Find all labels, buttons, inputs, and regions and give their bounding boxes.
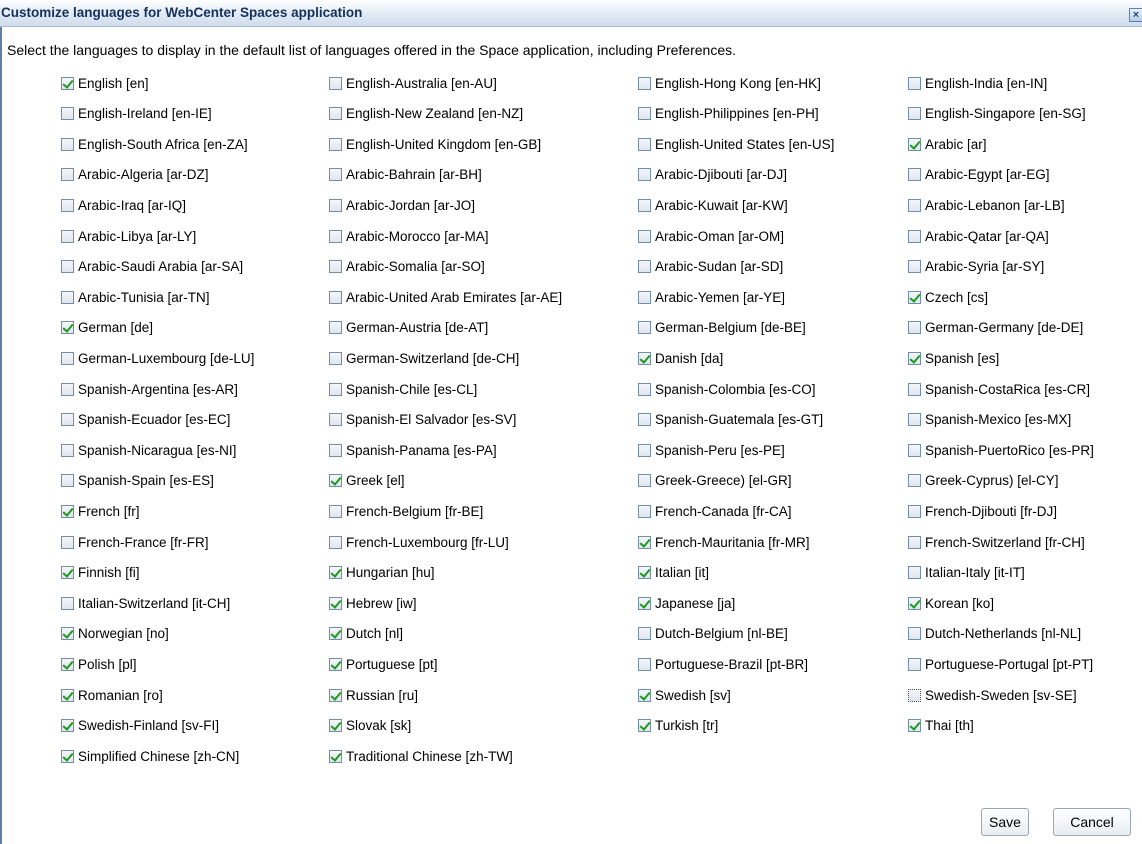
checkbox-checked[interactable]	[329, 566, 342, 579]
language-option[interactable]	[61, 165, 209, 185]
checkbox-unchecked[interactable]	[638, 627, 651, 640]
instructions-text: Select the languages to display in the default list of languages offered in the Space application, including Preferences.	[7, 42, 737, 58]
language-label: Dutch-Netherlands [nl-NL]	[925, 626, 1082, 642]
language-option[interactable]	[61, 716, 219, 736]
checkbox-checked[interactable]	[908, 597, 921, 610]
language-option[interactable]	[61, 563, 140, 583]
language-label: Arabic-Lebanon [ar-LB]	[925, 197, 1065, 213]
language-option[interactable]	[908, 532, 1085, 552]
language-option[interactable]	[908, 104, 1086, 124]
checkbox-checked[interactable]	[61, 566, 74, 579]
language-label: Greek-Cyprus) [el-CY]	[925, 473, 1059, 489]
language-option[interactable]	[329, 318, 488, 338]
language-label: Arabic-Bahrain [ar-BH]	[346, 167, 482, 183]
language-label: French-Mauritania [fr-MR]	[655, 534, 810, 550]
language-option[interactable]	[908, 348, 999, 368]
checkbox-unchecked[interactable]	[329, 199, 342, 212]
checkbox-checked[interactable]	[61, 750, 74, 763]
language-option[interactable]	[329, 287, 562, 307]
checkbox-unchecked[interactable]	[638, 474, 651, 487]
language-label: English-Australia [en-AU]	[346, 75, 497, 91]
language-option[interactable]	[329, 593, 417, 613]
checkbox-unchecked[interactable]	[638, 230, 651, 243]
language-label: Arabic-Qatar [ar-QA]	[925, 228, 1049, 244]
language-label: Spanish-CostaRica [es-CR]	[925, 381, 1091, 397]
language-label: Arabic-Saudi Arabia [ar-SA]	[78, 259, 244, 275]
checkbox-unchecked[interactable]	[61, 597, 74, 610]
checkbox-unchecked[interactable]	[329, 383, 342, 396]
language-option[interactable]	[61, 440, 236, 460]
checkbox-unchecked[interactable]	[908, 77, 921, 90]
language-label: Spanish-Chile [es-CL]	[346, 381, 478, 397]
checkbox-unchecked[interactable]	[61, 413, 74, 426]
checkbox-unchecked[interactable]	[61, 444, 74, 457]
language-option[interactable]	[638, 104, 819, 124]
language-label: English-India [en-IN]	[925, 75, 1048, 91]
language-option[interactable]	[61, 410, 230, 430]
language-option[interactable]	[638, 165, 787, 185]
checkbox-unchecked[interactable]	[908, 413, 921, 426]
language-label: Korean [ko]	[925, 595, 995, 611]
language-label: English-Singapore [en-SG]	[925, 106, 1086, 122]
language-label: Japanese [ja]	[655, 595, 736, 611]
language-label: Danish [da]	[655, 350, 724, 366]
language-option[interactable]	[638, 624, 788, 644]
save-button[interactable]: Save	[981, 808, 1029, 836]
language-label: German-Belgium [de-BE]	[655, 320, 806, 336]
language-label: English [en]	[78, 75, 149, 91]
checkbox-unchecked[interactable]	[908, 444, 921, 457]
language-option[interactable]	[329, 685, 418, 705]
language-label: Arabic-United Arab Emirates [ar-AE]	[346, 289, 563, 305]
language-option[interactable]	[908, 257, 1044, 277]
checkbox-unchecked[interactable]	[908, 627, 921, 640]
window-left-edge	[0, 0, 2, 844]
language-option[interactable]	[638, 471, 792, 491]
language-label: French-Luxembourg [fr-LU]	[346, 534, 509, 550]
language-option[interactable]	[908, 73, 1047, 93]
checkbox-checked[interactable]	[329, 719, 342, 732]
language-label: Italian [it]	[655, 565, 710, 581]
language-option[interactable]	[61, 195, 186, 215]
language-option[interactable]	[61, 104, 212, 124]
checkbox-unchecked[interactable]	[638, 383, 651, 396]
checkbox-unchecked[interactable]	[638, 321, 651, 334]
language-label: French-Switzerland [fr-CH]	[925, 534, 1085, 550]
language-option[interactable]	[638, 73, 821, 93]
language-label: Traditional Chinese [zh-TW]	[346, 748, 513, 764]
checkbox-unchecked[interactable]	[638, 291, 651, 304]
language-option[interactable]	[908, 471, 1059, 491]
language-option[interactable]	[638, 134, 834, 154]
checkbox-unchecked[interactable]	[638, 260, 651, 273]
checkbox-unchecked[interactable]	[61, 352, 74, 365]
language-option[interactable]	[61, 654, 137, 674]
language-label: Arabic-Morocco [ar-MA]	[346, 228, 489, 244]
language-label: Spanish-Spain [es-ES]	[78, 473, 214, 489]
checkbox-checked[interactable]	[61, 505, 74, 518]
language-option[interactable]	[638, 563, 709, 583]
language-option[interactable]	[638, 348, 723, 368]
language-label: Spanish-Nicaragua [es-NI]	[78, 442, 237, 458]
language-label: German [de]	[78, 320, 154, 336]
checkbox-unchecked[interactable]	[61, 383, 74, 396]
language-label: Arabic-Kuwait [ar-KW]	[655, 197, 788, 213]
language-label: Romanian [ro]	[78, 687, 163, 703]
checkbox-checked[interactable]	[329, 750, 342, 763]
language-option[interactable]	[61, 318, 153, 338]
language-option[interactable]	[638, 654, 808, 674]
checkbox-unchecked[interactable]	[638, 168, 651, 181]
language-label: Spanish-Ecuador [es-EC]	[78, 412, 231, 428]
language-label: English-Hong Kong [en-HK]	[655, 75, 821, 91]
language-label: Portuguese-Portugal [pt-PT]	[925, 656, 1094, 672]
checkbox-checked[interactable]	[61, 627, 74, 640]
checkbox-checked[interactable]	[638, 597, 651, 610]
language-label: French-France [fr-FR]	[78, 534, 209, 550]
language-option[interactable]	[908, 624, 1081, 644]
language-option[interactable]	[638, 318, 806, 338]
checkbox-unchecked[interactable]	[908, 260, 921, 273]
checkbox-unchecked[interactable]	[908, 566, 921, 579]
language-label: Greek [el]	[346, 473, 405, 489]
checkbox-unchecked[interactable]	[329, 352, 342, 365]
language-option[interactable]	[329, 134, 541, 154]
language-option[interactable]	[908, 226, 1049, 246]
language-option[interactable]	[638, 685, 731, 705]
checkbox-checked[interactable]	[329, 597, 342, 610]
language-label: English-South Africa [en-ZA]	[78, 136, 248, 152]
language-label: Greek-Greece) [el-GR]	[655, 473, 792, 489]
language-option[interactable]	[329, 716, 411, 736]
checkbox-checked[interactable]	[638, 689, 651, 702]
checkbox-unchecked[interactable]	[638, 658, 651, 671]
language-option[interactable]	[61, 257, 243, 277]
checkbox-unchecked[interactable]	[908, 107, 921, 120]
checkbox-unchecked[interactable]	[908, 230, 921, 243]
checkbox-unchecked[interactable]	[61, 230, 74, 243]
language-label: Spanish [es]	[925, 350, 1000, 366]
language-label: Arabic-Tunisia [ar-TN]	[78, 289, 210, 305]
checkbox-unchecked[interactable]	[638, 505, 651, 518]
language-option[interactable]	[329, 379, 477, 399]
language-option[interactable]	[329, 440, 497, 460]
language-label: Simplified Chinese [zh-CN]	[78, 748, 240, 764]
checkbox-unchecked[interactable]	[329, 77, 342, 90]
language-label: Czech [cs]	[925, 289, 989, 305]
checkbox-unchecked[interactable]	[908, 168, 921, 181]
checkbox-checked[interactable]	[61, 719, 74, 732]
language-option[interactable]	[638, 501, 792, 521]
language-label: Arabic-Syria [ar-SY]	[925, 259, 1045, 275]
language-option[interactable]	[329, 257, 485, 277]
language-label: German-Austria [de-AT]	[346, 320, 489, 336]
language-option[interactable]	[329, 746, 513, 766]
language-option[interactable]	[908, 563, 1025, 583]
checkbox-checked[interactable]	[638, 719, 651, 732]
language-label: French-Belgium [fr-BE]	[346, 503, 484, 519]
language-label: Swedish-Sweden [sv-SE]	[925, 687, 1077, 703]
checkbox-checked[interactable]	[329, 627, 342, 640]
language-label: Arabic-Sudan [ar-SD]	[655, 259, 784, 275]
language-label: French-Djibouti [fr-DJ]	[925, 503, 1058, 519]
checkbox-unchecked[interactable]	[329, 230, 342, 243]
language-label: Norwegian [no]	[78, 626, 169, 642]
language-label: English-United Kingdom [en-GB]	[346, 136, 542, 152]
language-option[interactable]	[61, 134, 248, 154]
checkbox-unchecked[interactable]	[329, 536, 342, 549]
language-label: Dutch [nl]	[346, 626, 404, 642]
language-option[interactable]	[908, 410, 1071, 430]
checkbox-unchecked[interactable]	[329, 291, 342, 304]
checkbox-checked[interactable]	[61, 321, 74, 334]
dialog-title: Customize languages for WebCenter Spaces application	[1, 5, 363, 20]
language-option[interactable]	[329, 226, 489, 246]
language-label: English-United States [en-US]	[655, 136, 835, 152]
language-label: Spanish-Mexico [es-MX]	[925, 412, 1072, 428]
checkbox-checked[interactable]	[908, 138, 921, 151]
language-option[interactable]	[908, 593, 994, 613]
checkbox-unchecked[interactable]	[61, 291, 74, 304]
language-option[interactable]	[61, 501, 140, 521]
language-option[interactable]	[61, 746, 239, 766]
checkbox-unchecked[interactable]	[638, 77, 651, 90]
checkbox-unchecked[interactable]	[638, 107, 651, 120]
close-icon[interactable]: ×	[1129, 8, 1142, 22]
language-option[interactable]	[329, 410, 516, 430]
language-option[interactable]	[61, 532, 209, 552]
language-label: Swedish [sv]	[655, 687, 731, 703]
checkbox-unchecked[interactable]	[908, 321, 921, 334]
language-label: Dutch-Belgium [nl-BE]	[655, 626, 788, 642]
checkbox-unchecked[interactable]	[638, 413, 651, 426]
language-label: German-Germany [de-DE]	[925, 320, 1084, 336]
language-option[interactable]	[61, 471, 214, 491]
language-label: German-Switzerland [de-CH]	[346, 350, 520, 366]
checkbox-unchecked[interactable]	[61, 474, 74, 487]
checkbox-unchecked[interactable]	[329, 260, 342, 273]
language-label: Arabic [ar]	[925, 136, 987, 152]
language-option[interactable]	[908, 318, 1083, 338]
language-option[interactable]	[329, 104, 523, 124]
language-label: French [fr]	[78, 503, 140, 519]
language-option[interactable]	[638, 226, 784, 246]
checkbox-unchecked[interactable]	[908, 199, 921, 212]
language-label: Spanish-Panama [es-PA]	[346, 442, 497, 458]
language-option[interactable]	[329, 624, 403, 644]
language-label: French-Canada [fr-CA]	[655, 503, 792, 519]
language-option[interactable]	[61, 379, 238, 399]
language-option[interactable]	[638, 593, 735, 613]
language-option[interactable]	[638, 440, 785, 460]
language-label: Spanish-El Salvador [es-SV]	[346, 412, 517, 428]
checkbox-checked[interactable]	[61, 77, 74, 90]
language-option[interactable]	[329, 532, 509, 552]
language-option[interactable]	[638, 195, 788, 215]
checkbox-unchecked[interactable]	[61, 199, 74, 212]
language-option[interactable]	[61, 226, 196, 246]
checkbox-unchecked[interactable]	[329, 505, 342, 518]
checkbox-unchecked[interactable]	[908, 474, 921, 487]
language-label: Arabic-Algeria [ar-DZ]	[78, 167, 209, 183]
language-label: Thai [th]	[925, 718, 974, 734]
checkbox-checked[interactable]	[329, 658, 342, 671]
language-label: English-New Zealand [en-NZ]	[346, 106, 524, 122]
language-label: English-Philippines [en-PH]	[655, 106, 819, 122]
checkbox-unchecked[interactable]	[638, 444, 651, 457]
language-option[interactable]	[329, 195, 475, 215]
checkbox-unchecked[interactable]	[638, 138, 651, 151]
language-option[interactable]	[908, 716, 974, 736]
language-option[interactable]	[329, 471, 405, 491]
language-option[interactable]	[61, 73, 149, 93]
language-label: Arabic-Oman [ar-OM]	[655, 228, 785, 244]
cancel-button[interactable]: Cancel	[1053, 808, 1131, 836]
language-label: Russian [ru]	[346, 687, 419, 703]
language-option[interactable]	[61, 593, 230, 613]
checkbox-checked[interactable]	[908, 719, 921, 732]
checkbox-unchecked[interactable]	[61, 260, 74, 273]
checkbox-checked[interactable]	[638, 536, 651, 549]
language-label: Italian-Italy [it-IT]	[925, 565, 1025, 581]
checkbox-checked[interactable]	[329, 689, 342, 702]
language-label: Spanish-Argentina [es-AR]	[78, 381, 238, 397]
language-option[interactable]	[908, 654, 1093, 674]
checkbox-unchecked[interactable]	[329, 168, 342, 181]
checkbox-checked[interactable]	[638, 352, 651, 365]
language-option[interactable]	[908, 287, 988, 307]
language-label: Portuguese [pt]	[346, 656, 438, 672]
language-option[interactable]	[638, 410, 823, 430]
checkbox-checked[interactable]	[61, 658, 74, 671]
language-label: Arabic-Somalia [ar-SO]	[346, 259, 485, 275]
language-option[interactable]	[329, 73, 497, 93]
language-option[interactable]	[61, 287, 210, 307]
language-option[interactable]	[61, 685, 163, 705]
language-option[interactable]	[329, 563, 435, 583]
language-option[interactable]	[61, 624, 169, 644]
checkbox-unchecked[interactable]	[61, 138, 74, 151]
language-option[interactable]	[638, 532, 810, 552]
language-option[interactable]	[638, 287, 785, 307]
language-option[interactable]	[329, 165, 482, 185]
language-option[interactable]	[329, 501, 483, 521]
language-option[interactable]	[638, 257, 783, 277]
language-label: Turkish [tr]	[655, 718, 719, 734]
language-option[interactable]	[329, 654, 438, 674]
language-label: English-Ireland [en-IE]	[78, 106, 212, 122]
language-label: Swedish-Finland [sv-FI]	[78, 718, 220, 734]
language-label: Arabic-Iraq [ar-IQ]	[78, 197, 187, 213]
checkbox-unchecked[interactable]	[908, 536, 921, 549]
language-option[interactable]	[908, 440, 1094, 460]
checkbox-checked[interactable]	[329, 474, 342, 487]
language-option[interactable]	[908, 195, 1065, 215]
language-label: Arabic-Egypt [ar-EG]	[925, 167, 1050, 183]
checkbox-unchecked[interactable]	[329, 444, 342, 457]
language-label: Arabic-Jordan [ar-JO]	[346, 197, 476, 213]
checkbox-checked[interactable]	[908, 352, 921, 365]
language-label: Finnish [fi]	[78, 565, 140, 581]
language-label: Spanish-Guatemala [es-GT]	[655, 412, 824, 428]
checkbox-unchecked[interactable]	[908, 505, 921, 518]
language-option[interactable]	[908, 685, 1077, 705]
checkbox-checked[interactable]	[638, 566, 651, 579]
language-label: Polish [pl]	[78, 656, 137, 672]
language-label: Hungarian [hu]	[346, 565, 435, 581]
checkbox-unchecked[interactable]	[638, 199, 651, 212]
checkbox-unchecked[interactable]	[61, 536, 74, 549]
language-label: Slovak [sk]	[346, 718, 412, 734]
language-option[interactable]	[329, 348, 519, 368]
checkbox-checked[interactable]	[908, 291, 921, 304]
language-label: Arabic-Libya [ar-LY]	[78, 228, 197, 244]
language-option[interactable]	[908, 379, 1090, 399]
checkbox-unchecked[interactable]	[329, 107, 342, 120]
checkbox-unchecked[interactable]	[61, 168, 74, 181]
language-option[interactable]	[908, 501, 1057, 521]
checkbox-unchecked[interactable]	[329, 321, 342, 334]
checkbox-unchecked[interactable]	[329, 413, 342, 426]
language-label: Hebrew [iw]	[346, 595, 417, 611]
language-label: German-Luxembourg [de-LU]	[78, 350, 255, 366]
checkbox-unchecked[interactable]	[61, 107, 74, 120]
language-option[interactable]	[61, 348, 254, 368]
checkbox-unchecked[interactable]	[329, 138, 342, 151]
language-label: Spanish-Colombia [es-CO]	[655, 381, 816, 397]
language-label: Arabic-Djibouti [ar-DJ]	[655, 167, 788, 183]
checkbox-checked[interactable]	[61, 689, 74, 702]
language-label: Spanish-Peru [es-PE]	[655, 442, 785, 458]
language-label: Portuguese-Brazil [pt-BR]	[655, 656, 809, 672]
checkbox-unchecked[interactable]	[908, 658, 921, 671]
language-option[interactable]	[908, 134, 987, 154]
language-option[interactable]	[638, 716, 718, 736]
dialog-titlebar	[0, 0, 1142, 27]
language-label: Arabic-Yemen [ar-YE]	[655, 289, 786, 305]
checkbox-unchecked[interactable]	[908, 383, 921, 396]
language-label: Italian-Switzerland [it-CH]	[78, 595, 231, 611]
language-label: Spanish-PuertoRico [es-PR]	[925, 442, 1094, 458]
language-option[interactable]	[908, 165, 1050, 185]
language-option[interactable]	[638, 379, 816, 399]
checkbox-unchecked[interactable]	[908, 689, 921, 702]
